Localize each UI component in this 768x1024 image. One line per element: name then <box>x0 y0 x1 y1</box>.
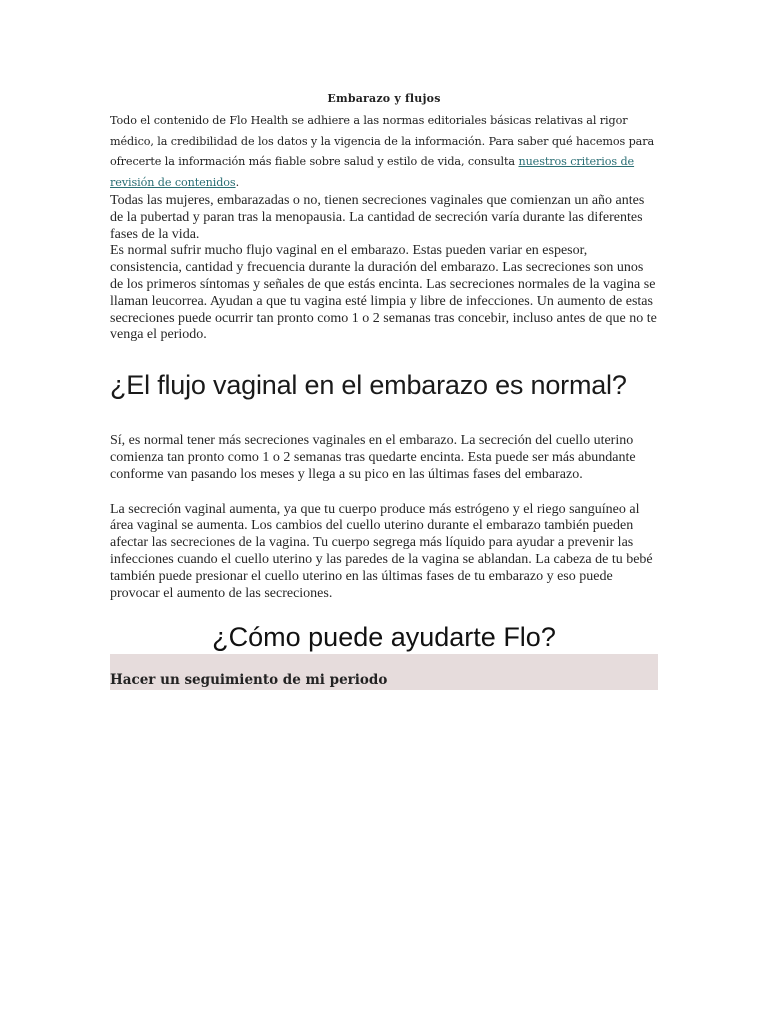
period-tracker-bar[interactable] <box>110 654 658 690</box>
section-heading-flo-help: ¿Cómo puede ayudarte Flo? <box>212 622 556 653</box>
section1-paragraph-2: La secreción vaginal aumenta, ya que tu cuerpo produce más estrógeno y el riego sanguíneo al área vaginal se aumenta. Los cambios del cuello uterino durante el embarazo también pueden afectar las secreciones de la vagina. Tu cuerpo segrega más líquido para ayudar a prevenir las infecciones cuando el cuello uterino y las paredes de la vagina se ablandan. La cabeza de tu bebé también puede presionar el cuello uterino en las últimas fases de tu embarazo y eso puede provocar el aumento de las secreciones. <box>110 501 653 601</box>
period-tracker-label: Hacer un seguimiento de mi periodo <box>110 672 388 689</box>
disclaimer-text: Todo el contenido de Flo Health se adhiere a las normas editoriales básicas relativas al rigor médico, la credibilidad de los datos y la vigencia de la información. Para saber qué hacemos para ofrecerte la información más fiable sobre salud y estilo de vida, consulta <box>110 114 655 168</box>
content-criteria-link[interactable]: nuestros criterios de revisión de contenidos <box>110 155 635 189</box>
editorial-disclaimer <box>110 111 658 193</box>
document-page <box>110 92 658 690</box>
document-title: Embarazo y flujos <box>327 92 441 105</box>
intro-paragraph-2: Es normal sufrir mucho flujo vaginal en el embarazo. Estas pueden variar en espesor, consistencia, cantidad y frecuencia durante la duración del embarazo. Las secreciones son unos de los primeros síntomas y señales de que estás encinta. Las secreciones normales de la vagina se llaman leucorrea. Ayudan a que tu vagina esté limpia y libre de infecciones. Un aumento de estas secreciones puede ocurrir tan pronto como 1 o 2 semanas tras concebir, incluso antes de que no te venga el periodo. <box>110 243 657 343</box>
section1-paragraph-1: Sí, es normal tener más secreciones vaginales en el embarazo. La secreción del cuello uterino comienza tan pronto como 1 o 2 semanas tras quedarte encinta. Esta puede ser más abundante conforme van pasando los meses y llega a su pico en las últimas fases del embarazo. <box>110 433 636 482</box>
section-heading-normal-discharge: ¿El flujo vaginal en el embarazo es normal? <box>110 370 627 401</box>
intro-paragraph-1: Todas las mujeres, embarazadas o no, tienen secreciones vaginales que comienzan un año antes de la pubertad y paran tras la menopausia. La cantidad de secreción varía durante las diferentes fases de la vida. <box>110 193 645 242</box>
disclaimer-suffix: . <box>235 175 240 189</box>
